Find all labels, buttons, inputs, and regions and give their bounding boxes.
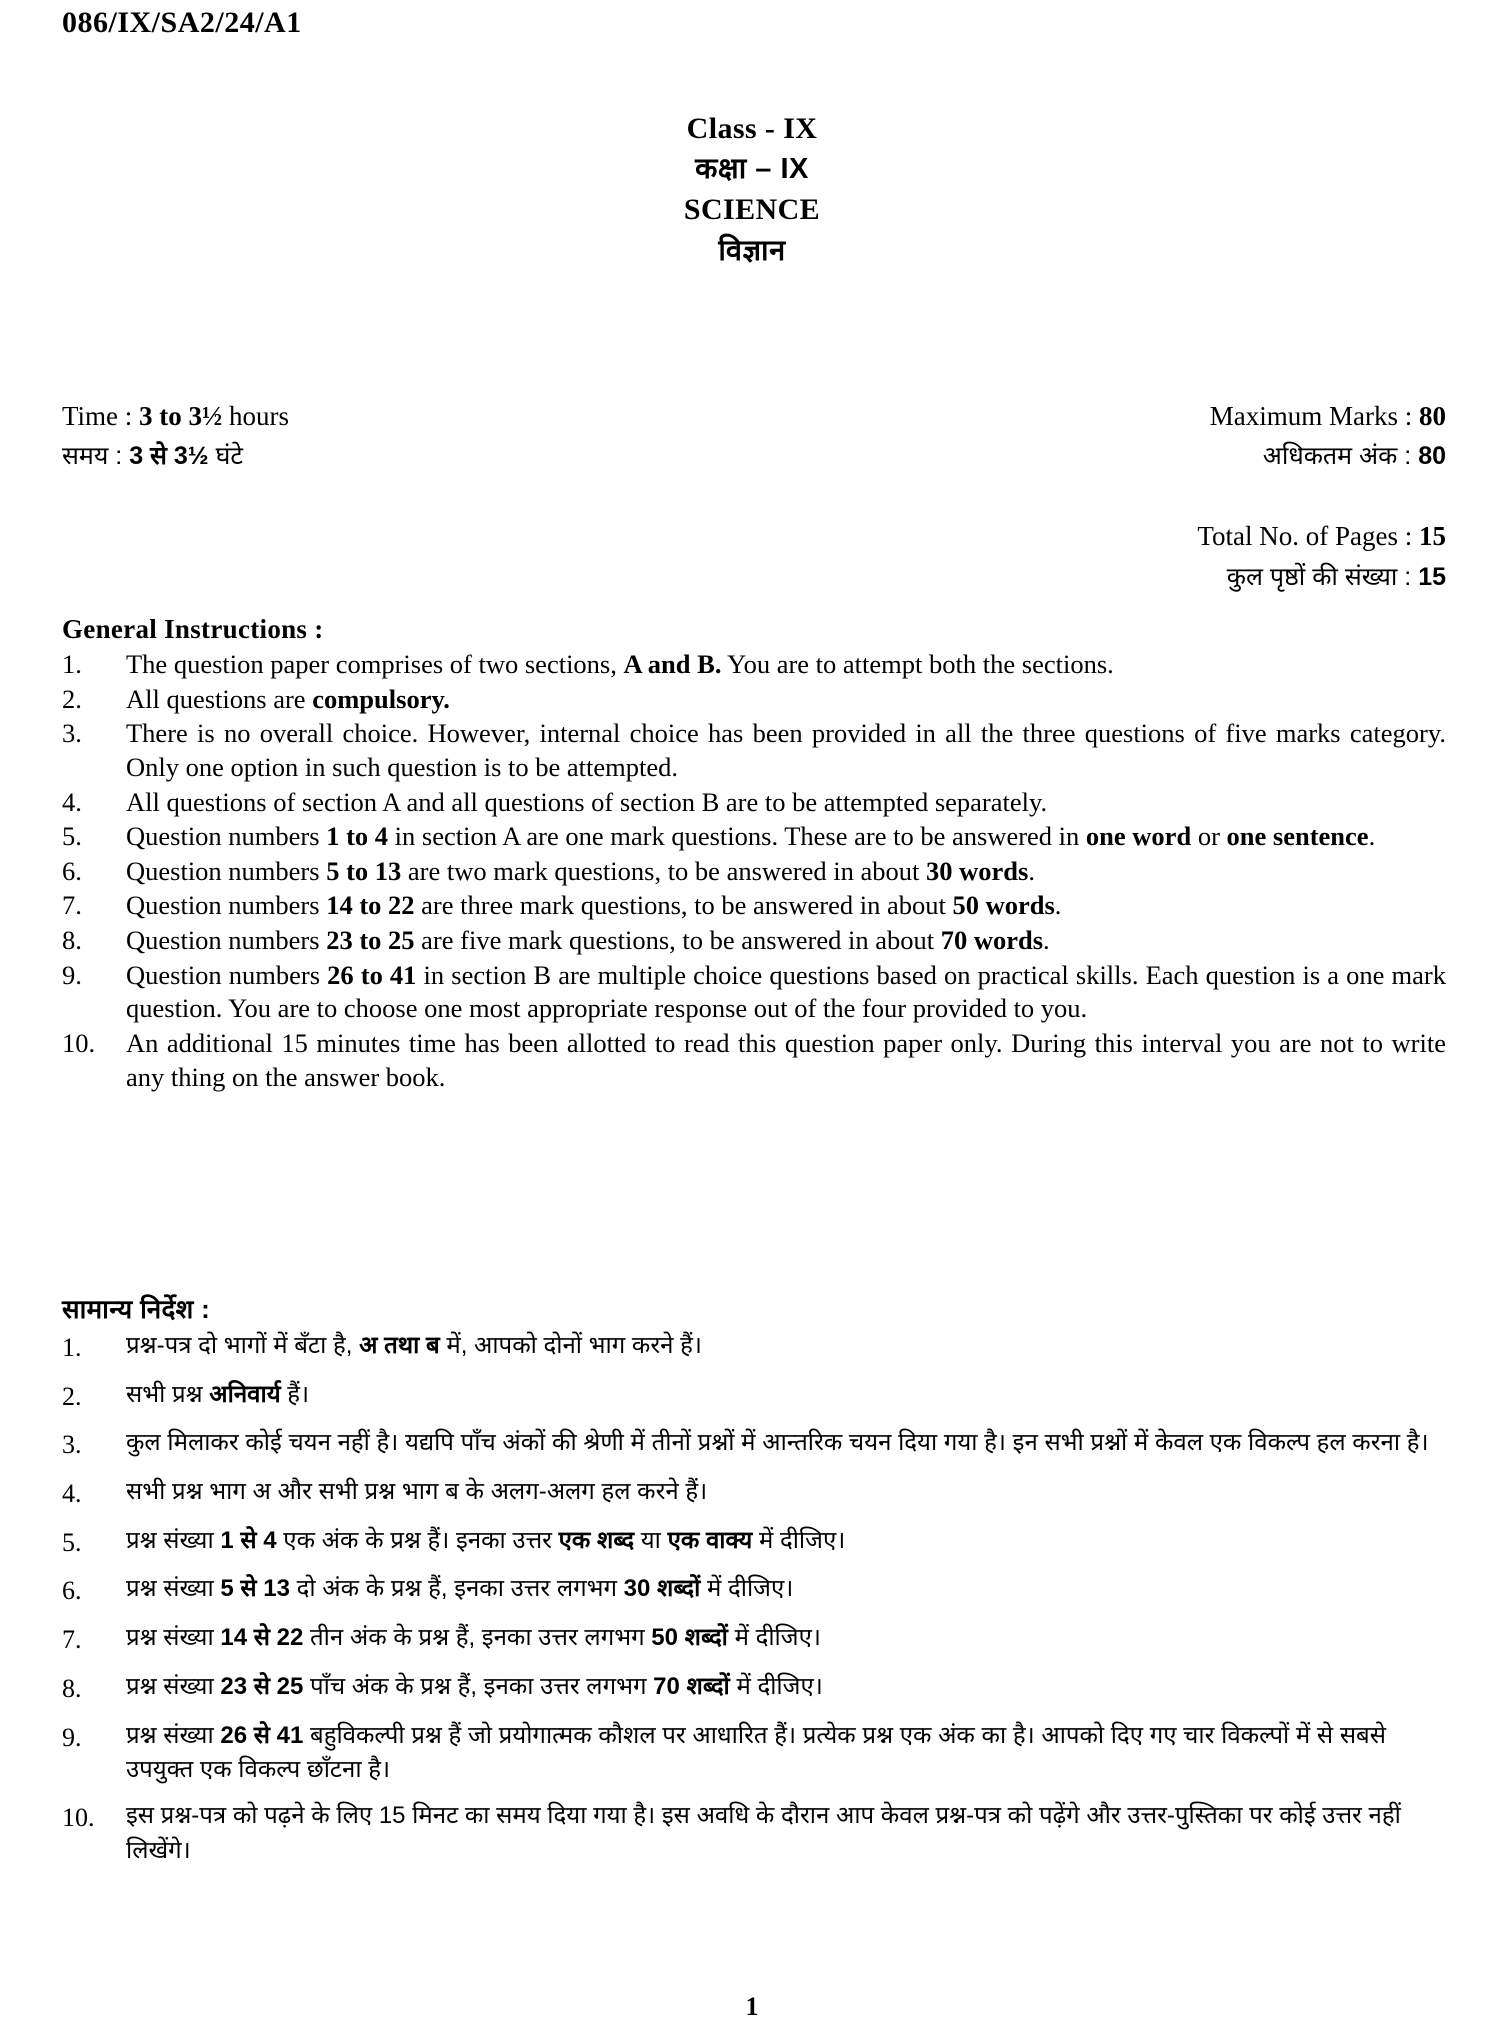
list-item-text: All questions of section A and all questions of section B are to be attempted separately.: [126, 786, 1048, 817]
pages-en-label: Total No. of Pages :: [1197, 521, 1419, 551]
list-item: [62, 959, 1446, 1026]
list-item-text: कुल मिलाकर कोई चयन नहीं है। यद्यपि पाँच अंकों की श्रेणी में तीनों प्रश्नों में आन्तरिक चयन दिया गया है। इन सभी प्रश्नों में केवल एक विकल्प हल करना है।: [126, 1429, 1429, 1457]
time-en-suffix: hours: [222, 401, 290, 431]
list-item: [62, 1329, 1446, 1367]
list-item: [62, 1670, 1446, 1708]
list-item: [62, 648, 1446, 682]
meta-row-english: [62, 396, 1446, 437]
list-item-number: 7.: [62, 890, 82, 921]
pages-hi-value: 15: [1418, 562, 1446, 591]
time-en-value: 3 to 3½: [139, 401, 223, 431]
time-en-label: Time :: [62, 401, 140, 431]
list-item: [62, 1475, 1446, 1513]
general-instructions-heading: General Instructions :: [62, 614, 324, 644]
general-instructions-section: [62, 614, 1446, 1095]
list-item-number: 7.: [62, 1625, 82, 1655]
list-item: [62, 1378, 1446, 1416]
list-item-text: All questions are compulsory.: [126, 683, 450, 714]
list-item: [62, 683, 1446, 717]
list-item: [62, 924, 1446, 958]
marks-en: [1210, 396, 1446, 437]
list-item-number: 2.: [62, 1381, 82, 1411]
pages-en-value: 15: [1419, 521, 1446, 551]
pages-meta: [62, 516, 1446, 597]
list-item-number: 5.: [62, 821, 82, 852]
marks-hi: [1263, 437, 1446, 475]
list-item-text: सभी प्रश्न अनिवार्य हैं।: [126, 1380, 310, 1408]
list-item-number: 6.: [62, 855, 82, 886]
title-block: [0, 108, 1504, 271]
marks-hi-label: अधिकतम अंक :: [1262, 442, 1419, 471]
list-item-number: 9.: [62, 1722, 82, 1752]
list-item-text: प्रश्न संख्या 14 से 22 तीन अंक के प्रश्न हैं, इनका उत्तर लगभग 50 शब्दों में दीजिए।: [126, 1624, 821, 1652]
list-item-text: The question paper comprises of two sections, A and B. You are to attempt both the sections.: [126, 649, 1114, 679]
list-item-number: 2.: [62, 683, 82, 714]
paper-code: 086/IX/SA2/24/A1: [62, 6, 302, 39]
class-en: Class - IX: [686, 112, 818, 145]
list-item-number: 8.: [62, 1673, 82, 1703]
class-hi: कक्षा – IX: [695, 153, 809, 186]
list-item-text: सभी प्रश्न भाग अ और सभी प्रश्न भाग ब के अलग-अलग हल करने हैं।: [126, 1478, 708, 1506]
list-item-text: Question numbers 26 to 41 in section B are multiple choice questions based on practical skills. Each question is a one mark question. You are to choose one most appropriate response out of the four provided to you.: [126, 959, 1446, 1024]
list-item: [62, 1719, 1446, 1789]
list-item-text: An additional 15 minutes time has been allotted to read this question paper only. During this interval you are not to write any thing on the answer book.: [126, 1028, 1446, 1092]
list-item-text: प्रश्न-पत्र दो भागों में बँटा है, अ तथा ब में, आपको दोनों भाग करने हैं।: [126, 1332, 703, 1359]
list-item: [62, 786, 1446, 820]
list-item: [62, 855, 1446, 889]
list-item-text: There is no overall choice. However, internal choice has been provided in all the three questions of five marks category. Only one option in such question is to be attempted.: [126, 718, 1446, 782]
list-item: [62, 1572, 1446, 1610]
list-item: [62, 1799, 1446, 1869]
exam-meta: [62, 396, 1446, 475]
meta-row-hindi: [62, 437, 1446, 475]
time-hi-suffix: घंटे: [208, 442, 243, 471]
time-hi: [62, 437, 243, 475]
subject-en: SCIENCE: [683, 193, 821, 227]
list-item-text: प्रश्न संख्या 23 से 25 पाँच अंक के प्रश्न हैं, इनका उत्तर लगभग 70 शब्दों में दीजिए।: [126, 1672, 823, 1700]
list-item-number: 4.: [62, 786, 82, 817]
list-item: [62, 1027, 1446, 1094]
list-item-number: 4.: [62, 1479, 82, 1509]
list-item-number: 9.: [62, 959, 82, 990]
list-item: [62, 1524, 1446, 1562]
list-item: [62, 820, 1446, 854]
marks-hi-value: 80: [1418, 442, 1446, 471]
time-hi-value: 3 से 3½: [129, 442, 209, 471]
general-instructions-list: [62, 648, 1446, 1094]
list-item-number: 8.: [62, 925, 82, 956]
subject-hi: विज्ञान: [718, 234, 786, 267]
list-item-number: 5.: [62, 1527, 82, 1557]
list-item-text: Question numbers 5 to 13 are two mark questions, to be answered in about 30 words.: [126, 855, 1035, 886]
list-item-text: प्रश्न संख्या 5 से 13 दो अंक के प्रश्न हैं, इनका उत्तर लगभग 30 शब्दों में दीजिए।: [126, 1575, 794, 1603]
list-item-text: Question numbers 23 to 25 are five mark questions, to be answered in about 70 words.: [126, 925, 1050, 956]
time-hi-label: समय :: [62, 442, 130, 471]
list-item-text: प्रश्न संख्या 26 से 41 बहुविकल्पी प्रश्न हैं जो प्रयोगात्मक कौशल पर आधारित हैं। प्रत्येक प्रश्न एक अंक का है। आपको दिए गए चार विकल्पों में से सबसे उपयुक्त एक विकल्प छाँटना है।: [126, 1721, 1386, 1784]
list-item-text: Question numbers 1 to 4 in section A are one mark questions. These are to be answered in one word or one sentence.: [126, 821, 1376, 852]
list-item-number: 1.: [62, 649, 82, 679]
list-item-number: 10.: [62, 1028, 96, 1059]
marks-en-label: Maximum Marks :: [1209, 401, 1419, 431]
time-en: [62, 396, 289, 437]
marks-en-value: 80: [1419, 401, 1446, 431]
list-item-number: 10.: [62, 1803, 95, 1833]
list-item: [62, 889, 1446, 923]
page-number: 1: [745, 1992, 759, 2021]
samanya-nirdesh-heading: सामान्य निर्देश :: [62, 1294, 211, 1324]
list-item: [62, 1621, 1446, 1659]
list-item-number: 1.: [62, 1333, 82, 1362]
list-item-text: Question numbers 14 to 22 are three mark questions, to be answered in about 50 words.: [126, 890, 1062, 921]
list-item: [62, 717, 1446, 784]
pages-hi-label: कुल पृष्ठों की संख्या :: [1226, 562, 1419, 591]
list-item-number: 3.: [62, 718, 82, 749]
list-item-number: 3.: [62, 1430, 82, 1460]
list-item-text: प्रश्न संख्या 1 से 4 एक अंक के प्रश्न हैं। इनका उत्तर एक शब्द या एक वाक्य में दीजिए।: [126, 1526, 846, 1554]
samanya-nirdesh-list: [62, 1329, 1446, 1869]
pages-hi: [62, 558, 1446, 597]
list-item-text: इस प्रश्न-पत्र को पढ़ने के लिए 15 मिनट का समय दिया गया है। इस अवधि के दौरान आप केवल प्रश्न-पत्र को पढ़ेंगे और उत्तर-पुस्तिका पर कोई उत्तर नहीं लिखेंगे।: [126, 1802, 1401, 1864]
pages-en: [62, 516, 1446, 558]
list-item-number: 6.: [62, 1576, 82, 1606]
samanya-nirdesh-section: [62, 1290, 1446, 1880]
list-item: [62, 1426, 1446, 1464]
